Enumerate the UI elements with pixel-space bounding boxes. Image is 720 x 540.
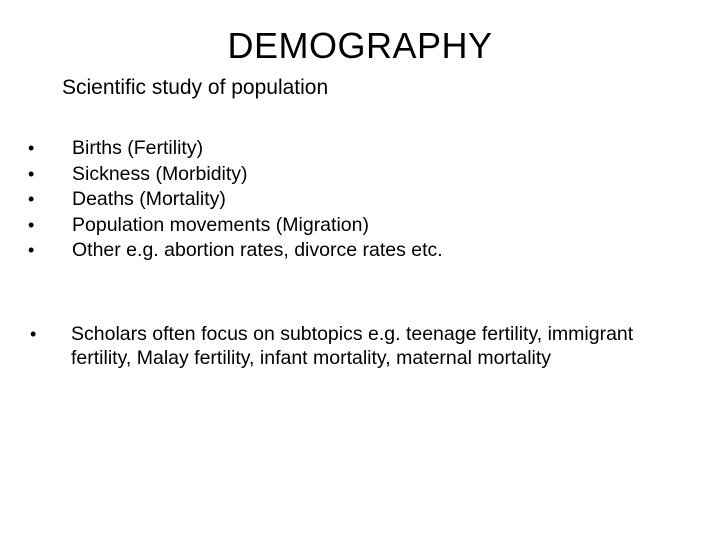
note-bullet (28, 322, 688, 370)
slide-subtitle: Scientific study of population (62, 76, 329, 99)
bullet-item (28, 187, 443, 213)
bullet-item (28, 238, 443, 264)
bullet-icon: • (28, 189, 35, 209)
bullet-icon: • (28, 240, 35, 260)
bullet-text: Other e.g. abortion rates, divorce rates etc. (72, 239, 443, 261)
bullet-text: Births (Fertility) (72, 137, 204, 159)
bullet-icon: • (30, 324, 37, 344)
bullet-icon: • (28, 214, 35, 235)
bullet-text: Sickness (Morbidity) (72, 162, 248, 185)
slide-title (0, 24, 720, 68)
bullet-item (28, 162, 443, 188)
bullet-item (28, 136, 443, 162)
bullet-icon: • (28, 138, 35, 158)
bullet-icon: • (28, 163, 35, 184)
bullet-text: Population movements (Migration) (72, 213, 369, 236)
slide-title-text: DEMOGRAPHY (227, 25, 493, 66)
bullet-list (28, 136, 443, 264)
bullet-text: Deaths (Mortality) (72, 188, 226, 210)
bullet-item (28, 213, 443, 239)
note-text: Scholars often focus on subtopics e.g. teenage fertility, immigrant fertility, Malay fertility, infant mortality, maternal mortality (71, 323, 634, 369)
